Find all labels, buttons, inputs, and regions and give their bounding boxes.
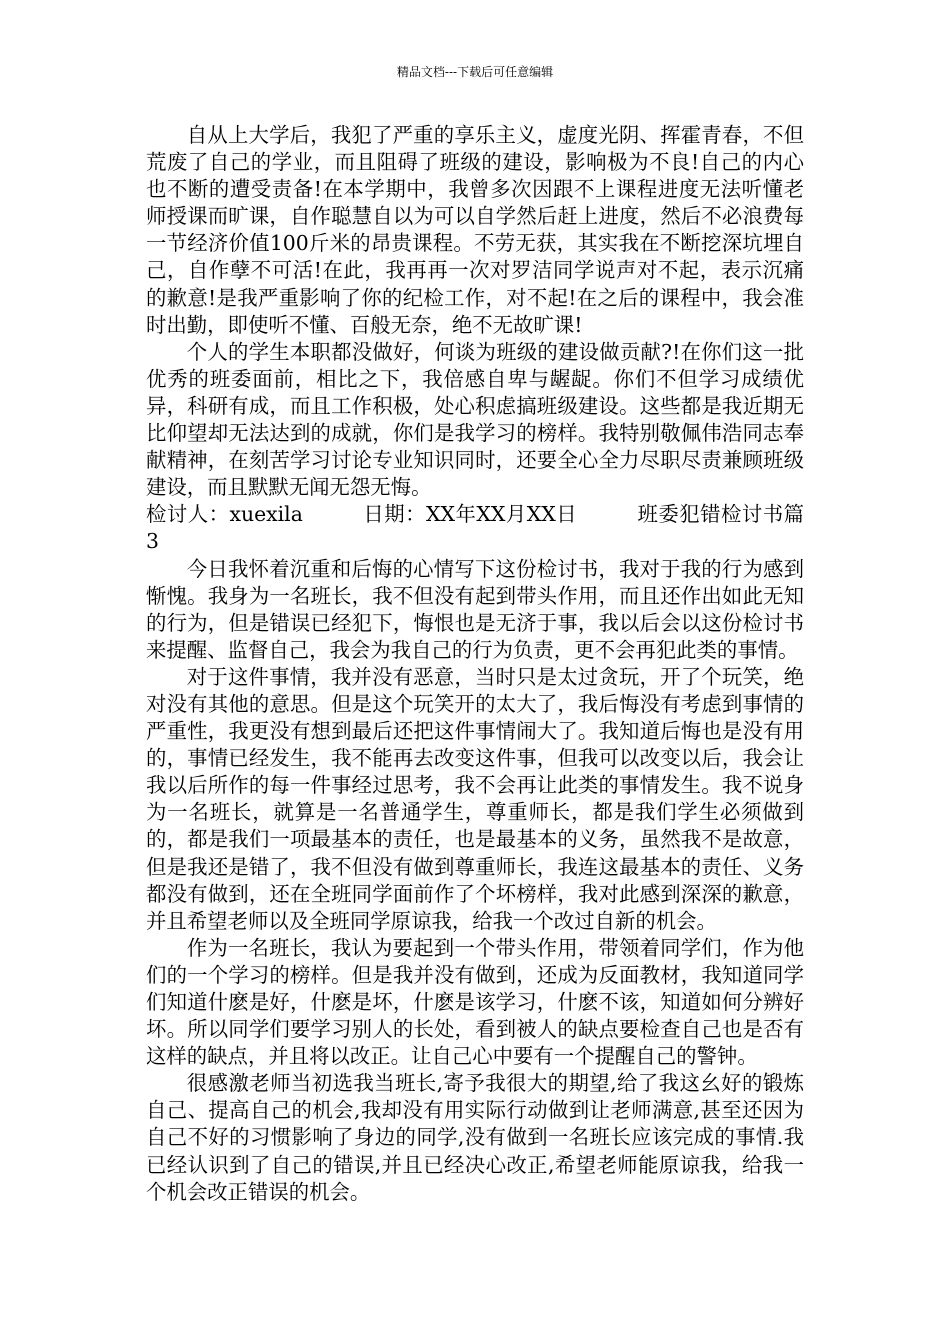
paragraph-5: 作为一名班长，我认为要起到一个带头作用，带领着同学们，作为他们的一个学习的榜样。但是我并没有做到，还成为反面教材，我知道同学们知道什麽是好，什麽是坏，什麽是该学习，什麽不该，知道如何分辨好坏。所以同学们要学习别人的长处，看到被人的缺点要检查自己也是否有这样的缺点，并且将以改正。让自己心中要有一个提醒自己的警钟。 [146, 935, 804, 1069]
next-section-title: 班委犯错检讨书篇3 [146, 502, 805, 554]
page-header: 精品文档---下载后可任意编辑 [396, 65, 554, 79]
signature-author: 检讨人：xuexila [146, 502, 303, 527]
paragraph-1: 自从上大学后，我犯了严重的享乐主义，虚度光阴、挥霍青春，不但荒废了自己的学业，而且阻碍了班级的建设，影响极为不良!自己的内心也不断的遭受责备!在本学期中，我曾多次因跟不上课程进度无法听懂老师授课而旷课，自作聪慧自以为可以自学然后赶上进度，然后不必浪费每一节经济价值100斤米的昂贵课程。不劳无获，其实我在不断挖深坑埋自己，自作孽不可活!在此，我再再一次对罗洁同学说声对不起，表示沉痛的歉意!是我严重影响了你的纪检工作，对不起!在之后的课程中，我会准时出勤，即使听不懂、百般无奈，绝不无故旷课! [146, 123, 804, 337]
paragraph-3: 今日我怀着沉重和后悔的心情写下这份检讨书，我对于我的行为感到惭愧。我身为一名班长，我不但没有起到带头作用，而且还作出如此无知的行为，但是错误已经犯下，悔恨也是无济于事，我以后会以这份检讨书来提醒、监督自己，我会为我自己的行为负责，更不会再犯此类的事情。 [146, 556, 804, 662]
signature-line [146, 501, 804, 555]
signature-date: 日期：XX年XX月XX日 [362, 502, 578, 527]
paragraph-6: 很感激老师当初选我当班长,寄予我很大的期望,给了我这幺好的锻炼自己、提高自己的机会,我却没有用实际行动做到让老师满意,甚至还因为自己不好的习惯影响了身边的同学,没有做到一名班长应该完成的事情.我已经认识到了自己的错误,并且已经决心改正,希望老师能原谅我，给我一个机会改正错误的机会。 [146, 1071, 804, 1204]
paragraph-2: 个人的学生本职都没做好，何谈为班级的建设做贡献?!在你们这一批优秀的班委面前，相比之下，我倍感自卑与龌龊。你们不但学习成绩优异，科研有成，而且工作积极，处心积虑搞班级建设。这些都是我近期无比仰望却无法达到的成就，你们是我学习的榜样。我特别敬佩伟浩同志奉献精神，在刻苦学习讨论专业知识同时，还要全心全力尽职尽责兼顾班级建设，而且默默无闻无怨无悔。 [146, 339, 804, 500]
paragraph-4: 对于这件事情，我并没有恶意，当时只是太过贪玩，开了个玩笑，绝对没有其他的意思。但是这个玩笑开的太大了，我后悔没有考虑到事情的严重性，我更没有想到最后还把这件事情闹大了。我知道后悔也是没有用的，事情已经发生，我不能再去改变这件事，但我可以改变以后，我会让我以后所作的每一件事经过思考，我不会再让此类的事情发生。我不说身为一名班长，就算是一名普通学生，尊重师长，都是我们学生必须做到的，都是我们一项最基本的责任，也是最基本的义务，虽然我不是故意，但是我还是错了，我不但没有做到尊重师长，我连这最基本的责任、义务都没有做到，还在全班同学面前作了个坏榜样，我对此感到深深的歉意，并且希望老师以及全班同学原谅我，给我一个改过自新的机会。 [146, 664, 804, 933]
document-body [146, 122, 804, 1206]
